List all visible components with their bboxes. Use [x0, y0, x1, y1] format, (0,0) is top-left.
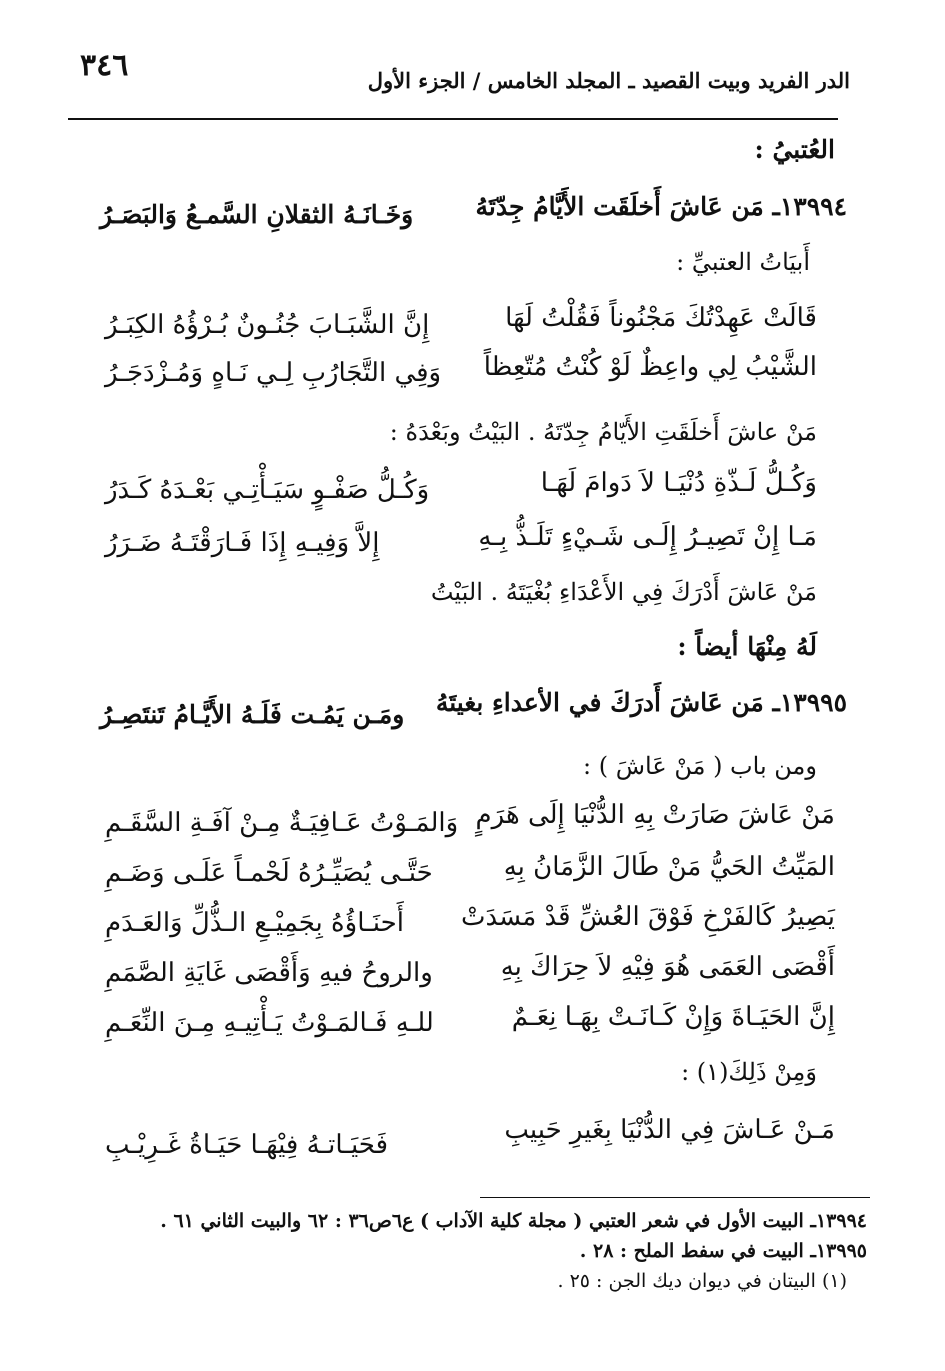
verse-c4-left: والروحُ فيهِ وَأَقْصَى غَايَةِ الصَّمَمِ: [105, 958, 433, 988]
also-label: لَهُ مِنْهَا أيضاً :: [677, 632, 817, 661]
header-rule: [68, 118, 838, 120]
verse-c1-left: وَالمَـوْتُ عَـافِيَـةٌ مِـنْ آفَـةِ السَّقَـمِ: [105, 808, 459, 838]
prose-line-1: مَنْ عاشَ أَخلَقَتِ الأَيّامُ جِدّتَهُ . البَيْتُ وبَعْدَهُ :: [389, 418, 817, 446]
verse-c1-right: مَنْ عَاشَ صَارَتْ بِهِ الدُّنْيَا إِلَى هَرَمٍ: [475, 800, 835, 830]
entry-13994-first-hemistich: ١٣٩٩٤ـ مَن عَاشَ أَخلَقَت الأَيَّامُ جِدّتَهُ: [475, 192, 847, 221]
verse-c2-right: المَيِّتُ الحَيُّ مَنْ طَالَ الزَّمَانُ بِهِ: [503, 852, 835, 882]
verse-c3-left: أَحنَـاؤُهُ بِجَمِيْـعِ الـذُّلِّ وَالعَـدَمِ: [105, 908, 404, 938]
prose-line-2: مَنْ عَاشَ أَدْرَكَ فِي الأَعْدَاءِ بُغْيَتَهُ . البَيْتُ: [430, 578, 817, 606]
footnote-13994: ١٣٩٩٤ـ البيت الأول في شعر العتبي ( مجلة كلية الآداب ) ع٦ص٣٦ : ٦٢ والبيت الثاني ٦١ .: [160, 1210, 867, 1232]
page-number: ٣٤٦: [80, 48, 129, 83]
entry-13995-second-hemistich: ومَـن يَمُـت فَلَـهُ الأَيَّـامُ تَنتَصِـرُ: [100, 700, 405, 729]
verse-c5-left: للـهِ فَـالمَـوْتُ يَـأْتِيـهِ مِـنَ النِّعَـمِ: [105, 1008, 434, 1038]
entry-13995-first-hemistich: ١٣٩٩٥ـ مَن عَاشَ أَدرَكَ في الأعداءِ بغيتَهُ: [435, 688, 847, 717]
footnote-1: (١) البيتان في ديوان ديك الجن : ٢٥ .: [557, 1270, 847, 1292]
verse-d1-left: فَحَيَـاتـهُ فِيْهَـا حَيَـاةُ غَـرِيْـبِ: [105, 1130, 389, 1160]
verse-b2-right: مَـا إِنْ تَصِيـرُ إِلَـى شَـيْءٍ تَلَـذُّ بِـهِ: [478, 522, 817, 552]
verse-c3-right: يَصِيرُ كَالفَرْخِ فَوْقَ العُشِّ قَدْ مَسَدَتْ: [461, 902, 835, 932]
running-header-title: الدر الفريد وبيت القصيد ـ المجلد الخامس / الجزء الأول: [367, 68, 850, 93]
footnote-rule: [480, 1197, 870, 1198]
verse-b1-right: وَكُـلُّ لَـذّةِ دُنْيَـا لاَ دَوامَ لَهَـا: [540, 468, 817, 498]
verse-a1-left: إِنَّ الشَّبَـابَ جُنُـونٌ بُـرْؤُهُ الكِبَـرُ: [105, 310, 430, 340]
verse-c5-right: إِنَّ الحَيَـاةَ وَإِنْ كَـانَـتْ بِهَـا نِعَـمٌ: [511, 1002, 835, 1032]
bab-label: ومن باب ( مَنْ عَاشَ ) :: [583, 752, 817, 780]
verse-c4-right: أَقْصَى العَمَى هُوَ فِيْهِ لاَ حِرَاكَ بِهِ: [500, 952, 835, 982]
verse-d1-right: مَـنْ عَـاشَ فِي الدُّنْيَا بِغَيرِ حَبِيبِ: [504, 1115, 835, 1145]
verse-a1-right: قَالَتْ عَهِدْتُكَ مَجْنُوناً فَقُلْتُ لَهَا: [505, 303, 817, 333]
verse-a2-left: وَفِي التَّجَارُبِ لِـي نَـاهٍ وَمُـزْدَجَـرُ: [105, 358, 442, 388]
min-dhalik-label: وَمِنْ ذَلِكَ(١) :: [681, 1058, 817, 1086]
poet-label-utbi: العُتبيُ :: [754, 135, 835, 164]
verse-a2-right: الشَّيْبُ لِي واعِظٌ لَوْ كُنْتُ مُتّعِظاً: [483, 352, 817, 382]
verse-b2-left: إِلاَّ وَفِيـهِ إِذَا فَـارَقْتَـهُ ضَـرَرُ: [105, 528, 380, 558]
entry-13994-second-hemistich: وَخَـانَـهُ الثقلانِ السَّمـعُ وَالبَصَـرُ: [100, 200, 414, 229]
footnote-13995: ١٣٩٩٥ـ البيت في سفط الملح : ٢٨ .: [579, 1240, 867, 1262]
abyat-label: أَبيَاتُ العتبيِّ :: [676, 248, 810, 276]
verse-b1-left: وَكُـلُّ صَفْـوٍ سَيَـأْتِـي بَعْـدَهُ كَـدَرُ: [105, 475, 430, 505]
verse-c2-left: حَتَّـى يُصَيِّـرُهُ لَحْمـاً عَلَـى وَضَـمِ: [105, 858, 433, 888]
